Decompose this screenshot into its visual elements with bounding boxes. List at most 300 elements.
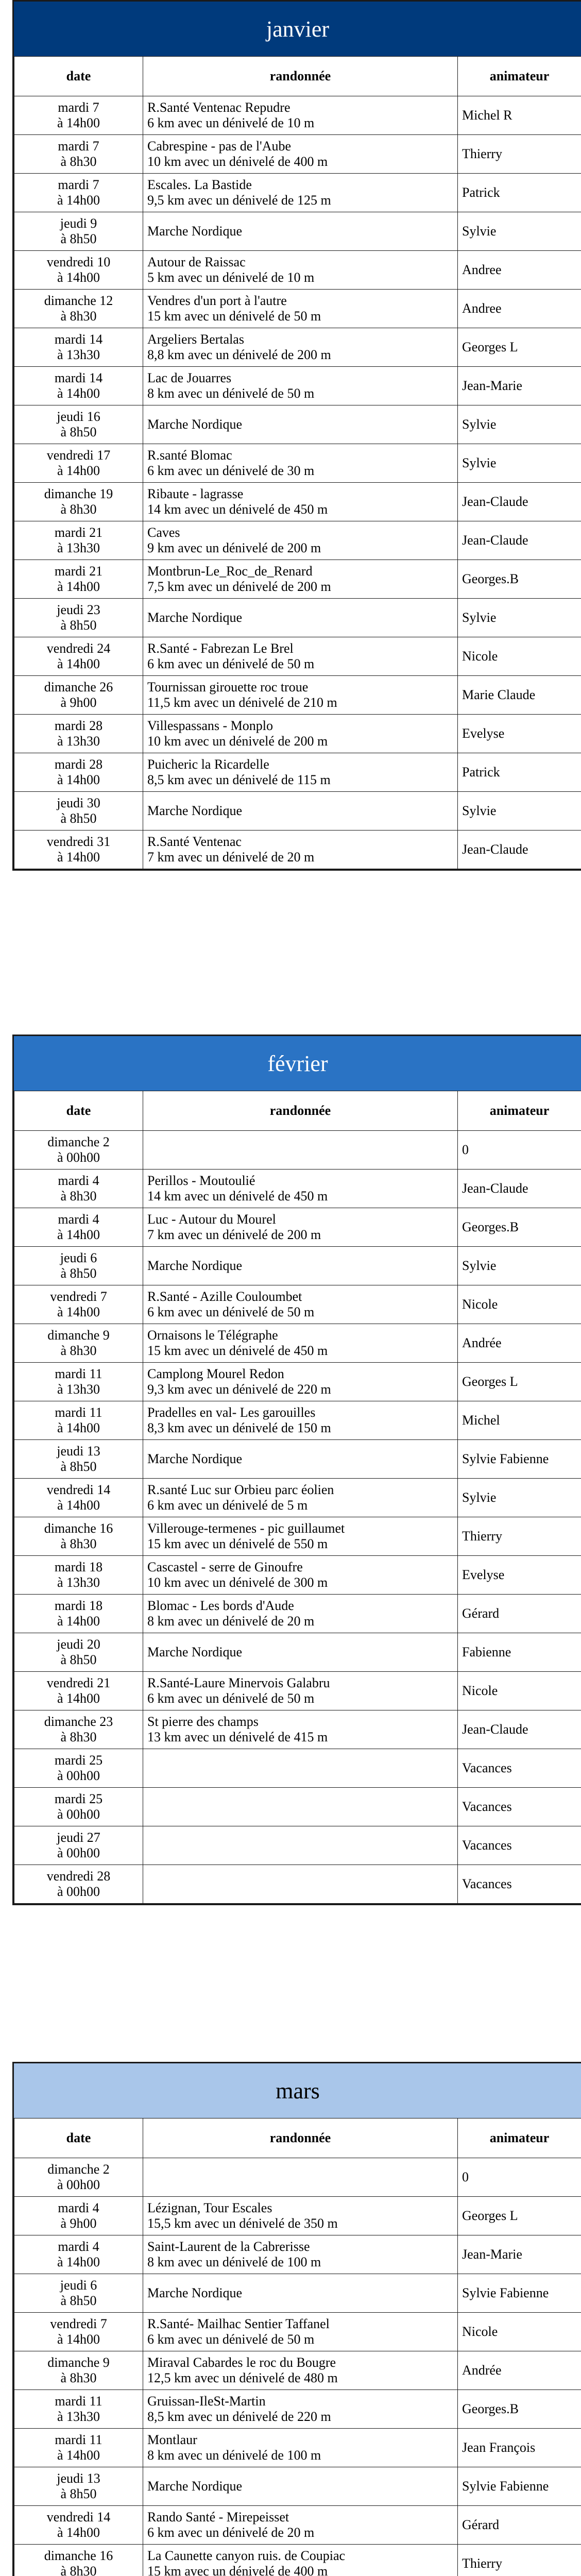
header-date: date bbox=[14, 1091, 143, 1131]
rando-distance: 12,5 km avec un dénivelé de 480 m bbox=[147, 2370, 338, 2385]
date-cell bbox=[14, 212, 143, 251]
animateur-cell: Sylvie bbox=[458, 405, 581, 444]
date-time: à 8h30 bbox=[60, 154, 97, 169]
date-cell bbox=[14, 2235, 143, 2274]
date-cell bbox=[14, 792, 143, 831]
table-row bbox=[14, 2197, 581, 2235]
animateur-cell: Gérard bbox=[458, 1595, 581, 1633]
rando-name: Tournissan girouette roc troue bbox=[147, 680, 309, 694]
rando-distance: 9,5 km avec un dénivelé de 125 m bbox=[147, 193, 331, 208]
date-cell bbox=[14, 521, 143, 560]
randonnee-cell bbox=[143, 560, 458, 599]
date-day: mardi 4 bbox=[58, 1173, 99, 1188]
date-day: dimanche 26 bbox=[44, 680, 113, 694]
date-time: à 8h30 bbox=[60, 2564, 97, 2576]
animateur-cell: Jean-Claude bbox=[458, 483, 581, 521]
date-time: à 8h50 bbox=[60, 1459, 97, 1474]
date-day: mardi 18 bbox=[54, 1598, 103, 1613]
rando-distance: 6 km avec un dénivelé de 50 m bbox=[147, 656, 315, 671]
table-row bbox=[14, 444, 581, 483]
header-animateur: animateur bbox=[458, 2119, 581, 2158]
table-row bbox=[14, 2545, 581, 2576]
header-randonnee: randonnée bbox=[143, 57, 458, 96]
randonnee-cell bbox=[143, 2429, 458, 2467]
rando-name: Luc - Autour du Mourel bbox=[147, 1212, 276, 1227]
randonnee-cell bbox=[143, 2313, 458, 2351]
date-cell bbox=[14, 1788, 143, 1826]
animateur-cell: Evelyse bbox=[458, 1556, 581, 1595]
table-row bbox=[14, 2313, 581, 2351]
date-day: jeudi 27 bbox=[57, 1830, 100, 1845]
rando-distance: 8,3 km avec un dénivelé de 150 m bbox=[147, 1420, 331, 1435]
table-row bbox=[14, 2351, 581, 2390]
date-cell bbox=[14, 1208, 143, 1247]
rando-distance: 8,8 km avec un dénivelé de 200 m bbox=[147, 347, 331, 362]
rando-name: Escales. La Bastide bbox=[147, 177, 252, 192]
rando-table bbox=[14, 56, 581, 869]
randonnee-cell bbox=[143, 2197, 458, 2235]
rando-name: Lac de Jouarres bbox=[147, 370, 232, 385]
date-time: à 14h00 bbox=[57, 115, 100, 130]
animateur-cell: Vacances bbox=[458, 1865, 581, 1904]
date-day: jeudi 6 bbox=[60, 2278, 97, 2293]
randonnee-cell bbox=[143, 444, 458, 483]
animateur-cell: Vacances bbox=[458, 1826, 581, 1865]
rando-distance: 6 km avec un dénivelé de 10 m bbox=[147, 115, 315, 130]
date-cell bbox=[14, 290, 143, 328]
rando-name: R.Santé - Fabrezan Le Brel bbox=[147, 641, 294, 656]
rando-name: R.Santé-Laure Minervois Galabru bbox=[147, 1675, 330, 1690]
date-day: jeudi 13 bbox=[57, 2471, 100, 2486]
rando-name: Perillos - Moutoulié bbox=[147, 1173, 255, 1188]
rando-name: Argeliers Bertalas bbox=[147, 332, 244, 347]
date-time: à 8h30 bbox=[60, 502, 97, 517]
header-animateur: animateur bbox=[458, 57, 581, 96]
rando-name: Marche Nordique bbox=[147, 803, 243, 818]
date-day: mardi 25 bbox=[54, 1791, 103, 1806]
date-time: à 14h00 bbox=[57, 193, 100, 208]
table-row bbox=[14, 1633, 581, 1672]
table-row bbox=[14, 1363, 581, 1401]
randonnee-cell bbox=[143, 2158, 458, 2197]
animateur-cell: Gérard bbox=[458, 2506, 581, 2545]
randonnee-cell bbox=[143, 2235, 458, 2274]
table-row bbox=[14, 637, 581, 676]
randonnee-cell bbox=[143, 792, 458, 831]
date-time: à 8h30 bbox=[60, 1730, 97, 1744]
date-cell bbox=[14, 135, 143, 174]
date-cell bbox=[14, 1826, 143, 1865]
animateur-cell: Evelyse bbox=[458, 715, 581, 753]
animateur-cell: Jean-Claude bbox=[458, 1710, 581, 1749]
randonnee-cell bbox=[143, 1401, 458, 1440]
rando-name: Marche Nordique bbox=[147, 610, 243, 625]
rando-name: Ornaisons le Télégraphe bbox=[147, 1328, 278, 1343]
animateur-cell: Sylvie bbox=[458, 599, 581, 637]
rando-name: Blomac - Les bords d'Aude bbox=[147, 1598, 294, 1613]
table-row bbox=[14, 1131, 581, 1170]
date-day: jeudi 30 bbox=[57, 795, 100, 810]
randonnee-cell bbox=[143, 2351, 458, 2390]
date-time: à 14h00 bbox=[57, 772, 100, 787]
animateur-cell: Marie Claude bbox=[458, 676, 581, 715]
date-time: à 8h50 bbox=[60, 618, 97, 633]
animateur-cell: Jean-Marie bbox=[458, 367, 581, 405]
date-day: dimanche 16 bbox=[44, 1521, 113, 1536]
date-cell bbox=[14, 328, 143, 367]
date-time: à 13h30 bbox=[57, 1382, 100, 1397]
date-time: à 9h00 bbox=[60, 2216, 97, 2231]
animateur-cell: Georges.B bbox=[458, 1208, 581, 1247]
date-cell bbox=[14, 1247, 143, 1285]
animateur-cell: Jean-Claude bbox=[458, 521, 581, 560]
table-row bbox=[14, 1865, 581, 1904]
animateur-cell: Jean François bbox=[458, 2429, 581, 2467]
table-row bbox=[14, 1826, 581, 1865]
randonnee-cell bbox=[143, 1826, 458, 1865]
date-time: à 14h00 bbox=[57, 1227, 100, 1242]
animateur-cell: 0 bbox=[458, 1131, 581, 1170]
date-day: vendredi 21 bbox=[46, 1675, 111, 1690]
date-time: à 8h30 bbox=[60, 1189, 97, 1204]
date-day: vendredi 14 bbox=[46, 1482, 111, 1497]
table-row bbox=[14, 831, 581, 869]
date-day: mardi 28 bbox=[54, 757, 103, 772]
rando-name: St pierre des champs bbox=[147, 1714, 259, 1729]
rando-distance: 14 km avec un dénivelé de 450 m bbox=[147, 502, 328, 517]
animateur-cell: Sylvie bbox=[458, 444, 581, 483]
randonnee-cell bbox=[143, 1865, 458, 1904]
date-cell bbox=[14, 1479, 143, 1517]
animateur-cell: Nicole bbox=[458, 2313, 581, 2351]
randonnee-cell bbox=[143, 174, 458, 212]
date-day: mardi 11 bbox=[55, 2432, 102, 2447]
randonnee-cell bbox=[143, 1440, 458, 1479]
table-row bbox=[14, 2390, 581, 2429]
animateur-cell: Nicole bbox=[458, 1672, 581, 1710]
date-day: mardi 7 bbox=[58, 177, 99, 192]
rando-name: Marche Nordique bbox=[147, 1645, 243, 1659]
randonnee-cell bbox=[143, 1131, 458, 1170]
animateur-cell: Michel R bbox=[458, 96, 581, 135]
date-cell bbox=[14, 1285, 143, 1324]
table-row bbox=[14, 1517, 581, 1556]
date-day: mardi 14 bbox=[54, 370, 103, 385]
rando-name: R.santé Luc sur Orbieu parc éolien bbox=[147, 1482, 334, 1497]
animateur-cell: Georges.B bbox=[458, 560, 581, 599]
rando-name: Puicheric la Ricardelle bbox=[147, 757, 269, 772]
date-cell bbox=[14, 1865, 143, 1904]
date-day: dimanche 12 bbox=[44, 293, 113, 308]
date-time: à 8h30 bbox=[60, 2370, 97, 2385]
date-day: vendredi 10 bbox=[46, 255, 111, 269]
date-cell bbox=[14, 2274, 143, 2313]
date-time: à 00h00 bbox=[57, 1884, 100, 1899]
randonnee-cell bbox=[143, 1788, 458, 1826]
date-time: à 13h30 bbox=[57, 2409, 100, 2424]
date-day: dimanche 2 bbox=[47, 1134, 110, 1149]
table-row bbox=[14, 405, 581, 444]
date-time: à 8h50 bbox=[60, 811, 97, 826]
table-row bbox=[14, 2235, 581, 2274]
rando-distance: 8 km avec un dénivelé de 100 m bbox=[147, 2255, 321, 2269]
date-day: jeudi 13 bbox=[57, 1444, 100, 1459]
date-cell bbox=[14, 444, 143, 483]
date-time: à 13h30 bbox=[57, 540, 100, 555]
rando-name: La Caunette canyon ruis. de Coupiac bbox=[147, 2548, 346, 2563]
date-day: dimanche 9 bbox=[47, 1328, 110, 1343]
rando-distance: 15 km avec un dénivelé de 50 m bbox=[147, 309, 321, 324]
date-cell bbox=[14, 2197, 143, 2235]
rando-distance: 8 km avec un dénivelé de 100 m bbox=[147, 2448, 321, 2463]
rando-distance: 6 km avec un dénivelé de 50 m bbox=[147, 1691, 315, 1706]
rando-name: R.Santé- Mailhac Sentier Taffanel bbox=[147, 2316, 330, 2331]
randonnee-cell bbox=[143, 1363, 458, 1401]
rando-distance: 7 km avec un dénivelé de 20 m bbox=[147, 850, 315, 865]
randonnee-cell bbox=[143, 251, 458, 290]
rando-name: Montlaur bbox=[147, 2432, 197, 2447]
date-time: à 8h30 bbox=[60, 1343, 97, 1358]
table-header-row bbox=[14, 57, 581, 96]
date-day: vendredi 24 bbox=[46, 641, 111, 656]
date-day: mardi 4 bbox=[58, 2200, 99, 2215]
table-row bbox=[14, 1672, 581, 1710]
date-cell bbox=[14, 2429, 143, 2467]
date-cell bbox=[14, 483, 143, 521]
randonnee-cell bbox=[143, 328, 458, 367]
rando-name: Marche Nordique bbox=[147, 2479, 243, 2494]
date-day: jeudi 9 bbox=[60, 216, 97, 231]
rando-distance: 15 km avec un dénivelé de 400 m bbox=[147, 2564, 328, 2576]
randonnee-cell bbox=[143, 715, 458, 753]
month-section bbox=[12, 2062, 581, 2576]
date-cell bbox=[14, 2313, 143, 2351]
date-time: à 8h50 bbox=[60, 1652, 97, 1667]
date-time: à 00h00 bbox=[57, 1807, 100, 1822]
randonnee-cell bbox=[143, 96, 458, 135]
randonnee-cell bbox=[143, 1285, 458, 1324]
date-day: vendredi 31 bbox=[46, 834, 111, 849]
month-title: janvier bbox=[14, 2, 581, 56]
rando-distance: 6 km avec un dénivelé de 30 m bbox=[147, 463, 315, 478]
table-row bbox=[14, 1595, 581, 1633]
date-time: à 00h00 bbox=[57, 1150, 100, 1165]
randonnee-cell bbox=[143, 2274, 458, 2313]
rando-name: Marche Nordique bbox=[147, 2285, 243, 2300]
date-time: à 14h00 bbox=[57, 1691, 100, 1706]
date-time: à 8h50 bbox=[60, 231, 97, 246]
randonnee-cell bbox=[143, 135, 458, 174]
table-row bbox=[14, 1788, 581, 1826]
date-cell bbox=[14, 1324, 143, 1363]
animateur-cell: Sylvie bbox=[458, 212, 581, 251]
date-time: à 00h00 bbox=[57, 2177, 100, 2192]
date-cell bbox=[14, 1440, 143, 1479]
animateur-cell: Patrick bbox=[458, 174, 581, 212]
date-day: mardi 28 bbox=[54, 718, 103, 733]
date-cell bbox=[14, 251, 143, 290]
rando-name: Pradelles en val- Les garouilles bbox=[147, 1405, 316, 1420]
date-day: mardi 11 bbox=[55, 2394, 102, 2409]
randonnee-cell bbox=[143, 1633, 458, 1672]
date-time: à 14h00 bbox=[57, 850, 100, 865]
table-row bbox=[14, 174, 581, 212]
randonnee-cell bbox=[143, 2545, 458, 2576]
animateur-cell: Patrick bbox=[458, 753, 581, 792]
rando-distance: 5 km avec un dénivelé de 10 m bbox=[147, 270, 315, 285]
date-cell bbox=[14, 831, 143, 869]
animateur-cell: Fabienne bbox=[458, 1633, 581, 1672]
rando-name: Camplong Mourel Redon bbox=[147, 1366, 284, 1381]
rando-name: Autour de Raissac bbox=[147, 255, 246, 269]
randonnee-cell bbox=[143, 405, 458, 444]
rando-name: Cascastel - serre de Ginoufre bbox=[147, 1560, 303, 1574]
date-day: dimanche 19 bbox=[44, 486, 113, 501]
randonnee-cell bbox=[143, 676, 458, 715]
randonnee-cell bbox=[143, 753, 458, 792]
date-cell bbox=[14, 2467, 143, 2506]
date-cell bbox=[14, 1517, 143, 1556]
randonnee-cell bbox=[143, 1710, 458, 1749]
date-time: à 14h00 bbox=[57, 1498, 100, 1513]
randonnee-cell bbox=[143, 521, 458, 560]
table-row bbox=[14, 1208, 581, 1247]
date-time: à 14h00 bbox=[57, 463, 100, 478]
date-day: mardi 21 bbox=[54, 525, 103, 540]
date-day: mardi 11 bbox=[55, 1366, 102, 1381]
date-day: mardi 4 bbox=[58, 2239, 99, 2254]
date-time: à 14h00 bbox=[57, 2525, 100, 2540]
rando-distance: 7,5 km avec un dénivelé de 200 m bbox=[147, 579, 331, 594]
date-day: dimanche 9 bbox=[47, 2355, 110, 2370]
date-time: à 8h30 bbox=[60, 1536, 97, 1551]
randonnee-cell bbox=[143, 2390, 458, 2429]
date-time: à 14h00 bbox=[57, 1420, 100, 1435]
date-cell bbox=[14, 2390, 143, 2429]
date-day: jeudi 6 bbox=[60, 1250, 97, 1265]
randonnee-cell bbox=[143, 2506, 458, 2545]
rando-distance: 13 km avec un dénivelé de 415 m bbox=[147, 1730, 328, 1744]
date-time: à 00h00 bbox=[57, 1768, 100, 1783]
animateur-cell: Michel bbox=[458, 1401, 581, 1440]
date-day: vendredi 17 bbox=[46, 448, 111, 463]
date-day: vendredi 28 bbox=[46, 1869, 111, 1884]
date-cell bbox=[14, 1363, 143, 1401]
animateur-cell: Andree bbox=[458, 290, 581, 328]
table-row bbox=[14, 367, 581, 405]
animateur-cell: Georges L bbox=[458, 1363, 581, 1401]
date-time: à 14h00 bbox=[57, 270, 100, 285]
animateur-cell: Nicole bbox=[458, 637, 581, 676]
date-cell bbox=[14, 405, 143, 444]
table-row bbox=[14, 96, 581, 135]
date-time: à 14h00 bbox=[57, 656, 100, 671]
rando-distance: 8,5 km avec un dénivelé de 115 m bbox=[147, 772, 331, 787]
date-cell bbox=[14, 1710, 143, 1749]
animateur-cell: Sylvie bbox=[458, 1479, 581, 1517]
date-day: mardi 21 bbox=[54, 564, 103, 579]
table-row bbox=[14, 560, 581, 599]
rando-name: Marche Nordique bbox=[147, 1258, 243, 1273]
date-time: à 8h50 bbox=[60, 2293, 97, 2308]
rando-distance: 15,5 km avec un dénivelé de 350 m bbox=[147, 2216, 338, 2231]
rando-distance: 6 km avec un dénivelé de 20 m bbox=[147, 2525, 315, 2540]
table-row bbox=[14, 1556, 581, 1595]
randonnee-cell bbox=[143, 2467, 458, 2506]
table-row bbox=[14, 483, 581, 521]
rando-name: R.santé Blomac bbox=[147, 448, 232, 463]
table-header-row bbox=[14, 1091, 581, 1131]
animateur-cell: Thierry bbox=[458, 2545, 581, 2576]
table-row bbox=[14, 1710, 581, 1749]
date-time: à 8h50 bbox=[60, 1266, 97, 1281]
date-day: mardi 7 bbox=[58, 100, 99, 115]
rando-name: Rando Santé - Mirepeisset bbox=[147, 2510, 289, 2524]
table-row bbox=[14, 2429, 581, 2467]
date-cell bbox=[14, 676, 143, 715]
rando-distance: 6 km avec un dénivelé de 5 m bbox=[147, 1498, 308, 1513]
date-day: vendredi 14 bbox=[46, 2510, 111, 2524]
randonnee-cell bbox=[143, 1749, 458, 1788]
randonnee-cell bbox=[143, 1247, 458, 1285]
animateur-cell: Thierry bbox=[458, 135, 581, 174]
rando-name: Ribaute - lagrasse bbox=[147, 486, 244, 501]
month-title: mars bbox=[14, 2063, 581, 2118]
rando-name: Montbrun-Le_Roc_de_Renard bbox=[147, 564, 313, 579]
rando-distance: 10 km avec un dénivelé de 400 m bbox=[147, 154, 328, 169]
date-time: à 14h00 bbox=[57, 386, 100, 401]
animateur-cell: Jean-Marie bbox=[458, 2235, 581, 2274]
date-cell bbox=[14, 96, 143, 135]
rando-name: Villespassans - Monplo bbox=[147, 718, 273, 733]
date-day: mardi 14 bbox=[54, 332, 103, 347]
date-time: à 13h30 bbox=[57, 734, 100, 749]
randonnee-cell bbox=[143, 367, 458, 405]
rando-distance: 11,5 km avec un dénivelé de 210 m bbox=[147, 695, 337, 710]
date-time: à 14h00 bbox=[57, 1304, 100, 1319]
date-time: à 14h00 bbox=[57, 579, 100, 594]
date-cell bbox=[14, 2158, 143, 2197]
date-time: à 14h00 bbox=[57, 1614, 100, 1629]
header-date: date bbox=[14, 2119, 143, 2158]
table-row bbox=[14, 792, 581, 831]
rando-name: Miraval Cabardes le roc du Bougre bbox=[147, 2355, 336, 2370]
animateur-cell: Georges L bbox=[458, 328, 581, 367]
table-row bbox=[14, 328, 581, 367]
date-cell bbox=[14, 715, 143, 753]
animateur-cell: Jean-Claude bbox=[458, 1170, 581, 1208]
date-cell bbox=[14, 1401, 143, 1440]
animateur-cell: 0 bbox=[458, 2158, 581, 2197]
rando-distance: 6 km avec un dénivelé de 50 m bbox=[147, 1304, 315, 1319]
table-row bbox=[14, 251, 581, 290]
date-day: dimanche 23 bbox=[44, 1714, 113, 1729]
date-cell bbox=[14, 367, 143, 405]
rando-distance: 14 km avec un dénivelé de 450 m bbox=[147, 1189, 328, 1204]
animateur-cell: Sylvie Fabienne bbox=[458, 2274, 581, 2313]
table-row bbox=[14, 676, 581, 715]
rando-name: Lézignan, Tour Escales bbox=[147, 2200, 272, 2215]
animateur-cell: Nicole bbox=[458, 1285, 581, 1324]
date-cell bbox=[14, 1556, 143, 1595]
rando-name: Saint-Laurent de la Cabrerisse bbox=[147, 2239, 310, 2254]
rando-distance: 10 km avec un dénivelé de 200 m bbox=[147, 734, 328, 749]
table-row bbox=[14, 2506, 581, 2545]
rando-name: R.Santé Ventenac Repudre bbox=[147, 100, 290, 115]
header-animateur: animateur bbox=[458, 1091, 581, 1131]
animateur-cell: Georges.B bbox=[458, 2390, 581, 2429]
animateur-cell: Sylvie Fabienne bbox=[458, 1440, 581, 1479]
